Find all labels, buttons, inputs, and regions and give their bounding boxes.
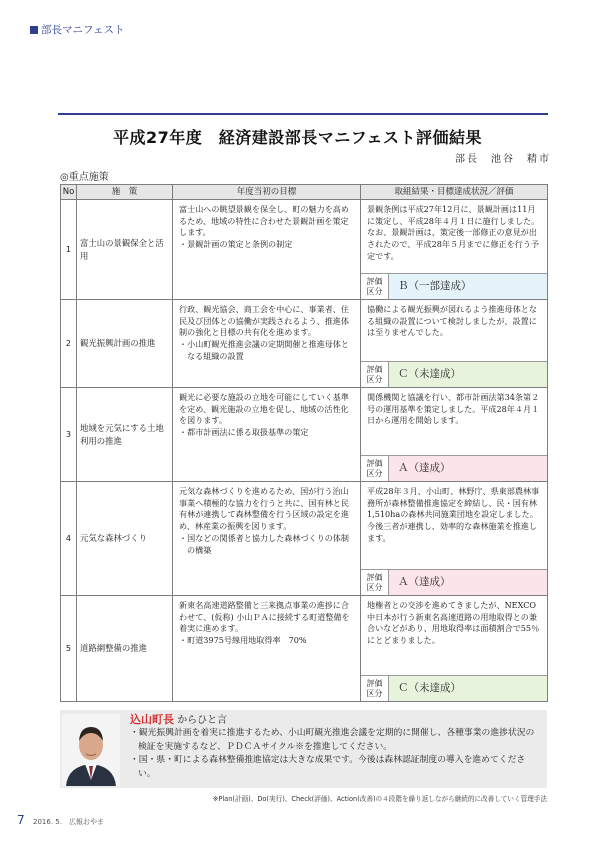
- result-text: 関係機関と協議を行い、都市計画法第34条第２号の運用基準を策定しました。平成28年４月１日から運用を開始します。: [367, 392, 540, 426]
- comment-suffix: からひと言: [177, 715, 228, 726]
- evaluation-row: [361, 675, 547, 701]
- table-row: [61, 200, 548, 300]
- evaluation-row: [361, 569, 547, 595]
- evaluation-key: 評価 区分: [361, 274, 389, 299]
- page-title: 平成27年度 経済建設部長マニフェスト評価結果: [113, 128, 482, 147]
- row-number: 3: [61, 388, 77, 482]
- result-cell: [361, 388, 548, 482]
- goal-bullet: ・小山町観光推進会議の定期開催と推進母体となる組織の設置: [179, 339, 349, 361]
- evaluation-row: [361, 361, 547, 387]
- footnote: ※Plan(計画)、Do(実行)、Check(評価)、Action(改善)の４段階を繰り返しながら継続的に改善していく管理手法: [212, 795, 547, 803]
- author-name: 部長 池谷 精市: [455, 154, 551, 165]
- row-number: 4: [61, 482, 77, 596]
- table-row: [61, 482, 548, 596]
- evaluation-grade: Ｃ（未達成）: [389, 676, 547, 701]
- table-header-row: [61, 185, 548, 200]
- goal-bullet: ・町道3975号線用地取得率 70%: [179, 635, 307, 646]
- policy-name: 道路網整備の推進: [77, 596, 173, 702]
- goal-bullet: ・景観計画の策定と条例の制定: [179, 239, 293, 250]
- section-label-text: 部長マニフェスト: [41, 24, 125, 36]
- result-text: 地権者との交渉を進めてきましたが、NEXCO中日本が行う新東名高速道路の用地取得との兼合いなどがあり、用地取得率は面積割合で55％にとどまりました。: [367, 600, 540, 646]
- result-text: 平成28年３月、小山町、林野庁、県東部農林事務所が森林整備推進協定を締結し、民・国有林1,510haの森林共同施業団地を設定しました。今後三者が連携し、効率的な森林施業を推進します。: [367, 486, 540, 543]
- mayor-name: 込山町長: [130, 713, 174, 726]
- result-cell: [361, 300, 548, 388]
- policy-name: 元気な森林づくり: [77, 482, 173, 596]
- evaluation-row: [361, 455, 547, 481]
- evaluation-key: 評価 区分: [361, 676, 389, 701]
- initial-goal: [173, 596, 361, 702]
- evaluation-grade: Ａ（達成）: [389, 456, 547, 481]
- table-row: [61, 596, 548, 702]
- evaluation-key: 評価 区分: [361, 456, 389, 481]
- section-label: [30, 22, 124, 37]
- initial-goal: [173, 482, 361, 596]
- initial-goal: [173, 300, 361, 388]
- goal-text: 行政、観光協会、商工会を中心に、事業者、住民及び団体との協働が実践されるよう、推進体制の強化と目標の共有化を進めます。: [179, 304, 349, 338]
- manifest-table: [60, 184, 548, 702]
- goal-text: 新東名高速道路整備と三来拠点事業の進捗に合わせて、(仮称) 小山ＰＡに接続する町道整備を着実に進めます。: [179, 600, 350, 634]
- header-policy: 施 策: [77, 185, 173, 200]
- evaluation-key: 評価 区分: [361, 362, 389, 387]
- goal-text: 元気な森林づくりを進めるため、国が行う治山事業へ積極的な協力を行うと共に、国有林と民有林が連携して森林整備を行う区域の設定を進め、林産業の振興を図ります。: [179, 486, 349, 532]
- policy-name: 富士山の景観保全と活用: [77, 200, 173, 300]
- mayor-portrait: [62, 714, 120, 786]
- goal-text: 観光に必要な施設の立地を可能にしていく基準を定め、観光施設の立地を促し、地域の活性化を図ります。: [179, 392, 349, 426]
- evaluation-key: 評価 区分: [361, 570, 389, 595]
- goal-bullet: ・国などの関係者と協力した森林づくりの体制の構築: [179, 532, 349, 555]
- table-row: [61, 388, 548, 482]
- policy-name: 観光振興計画の推進: [77, 300, 173, 388]
- page-number: 7: [17, 813, 25, 827]
- evaluation-grade: Ａ（達成）: [389, 570, 547, 595]
- goal-text: 富士山への眺望景観を保全し、町の魅力を高めるため、地域の特性に合わせた景観計画を策定します。: [179, 204, 349, 238]
- comment-body: [130, 727, 542, 782]
- header-no: No: [61, 185, 77, 200]
- result-cell: [361, 596, 548, 702]
- comment-heading: [130, 711, 227, 727]
- table-row: [61, 300, 548, 388]
- row-number: 2: [61, 300, 77, 388]
- subheading: ◎重点施策: [60, 172, 109, 183]
- initial-goal: [173, 388, 361, 482]
- goal-bullet: ・都市計画法に係る取扱基準の策定: [179, 427, 309, 438]
- comment-item: ・国・県・町による森林整備推進協定は大きな成果です。今後は森林認証制度の導入を進めてください。: [130, 755, 526, 779]
- result-text: 景観条例は平成27年12月に、景観計画は11月に策定し、平成28年４月１日に施行しました。なお、景観計画は、策定後一部修正の意見が出されたので、平成28年５月までに修正を行う予定です。: [367, 204, 540, 261]
- initial-goal: [173, 200, 361, 300]
- result-text: 協働による観光振興が図れるよう推進母体となる組織の設置について検討しましたが、設置には至りませんでした。: [367, 304, 537, 338]
- result-cell: [361, 200, 548, 300]
- result-cell: [361, 482, 548, 596]
- evaluation-grade: Ｃ（未達成）: [389, 362, 547, 387]
- comment-item: ・観光振興計画を着実に推進するため、小山町観光推進会議を定期的に開催し、各種事業の進捗状況の検証を実施するなど、ＰＤＣＡサイクル※を推進してください。: [130, 728, 535, 752]
- header-result: 取組結果・目標達成状況／評価: [361, 185, 548, 200]
- evaluation-row: [361, 273, 547, 299]
- header-goal: 年度当初の目標: [173, 185, 361, 200]
- section-marker: [30, 26, 38, 34]
- policy-name: 地域を元気にする土地利用の推進: [77, 388, 173, 482]
- row-number: 5: [61, 596, 77, 702]
- row-number: 1: [61, 200, 77, 300]
- title-rule: [58, 113, 548, 115]
- publication-info: 2016. 5. 広報おやま: [33, 818, 104, 826]
- evaluation-grade: Ｂ（一部達成）: [389, 274, 547, 299]
